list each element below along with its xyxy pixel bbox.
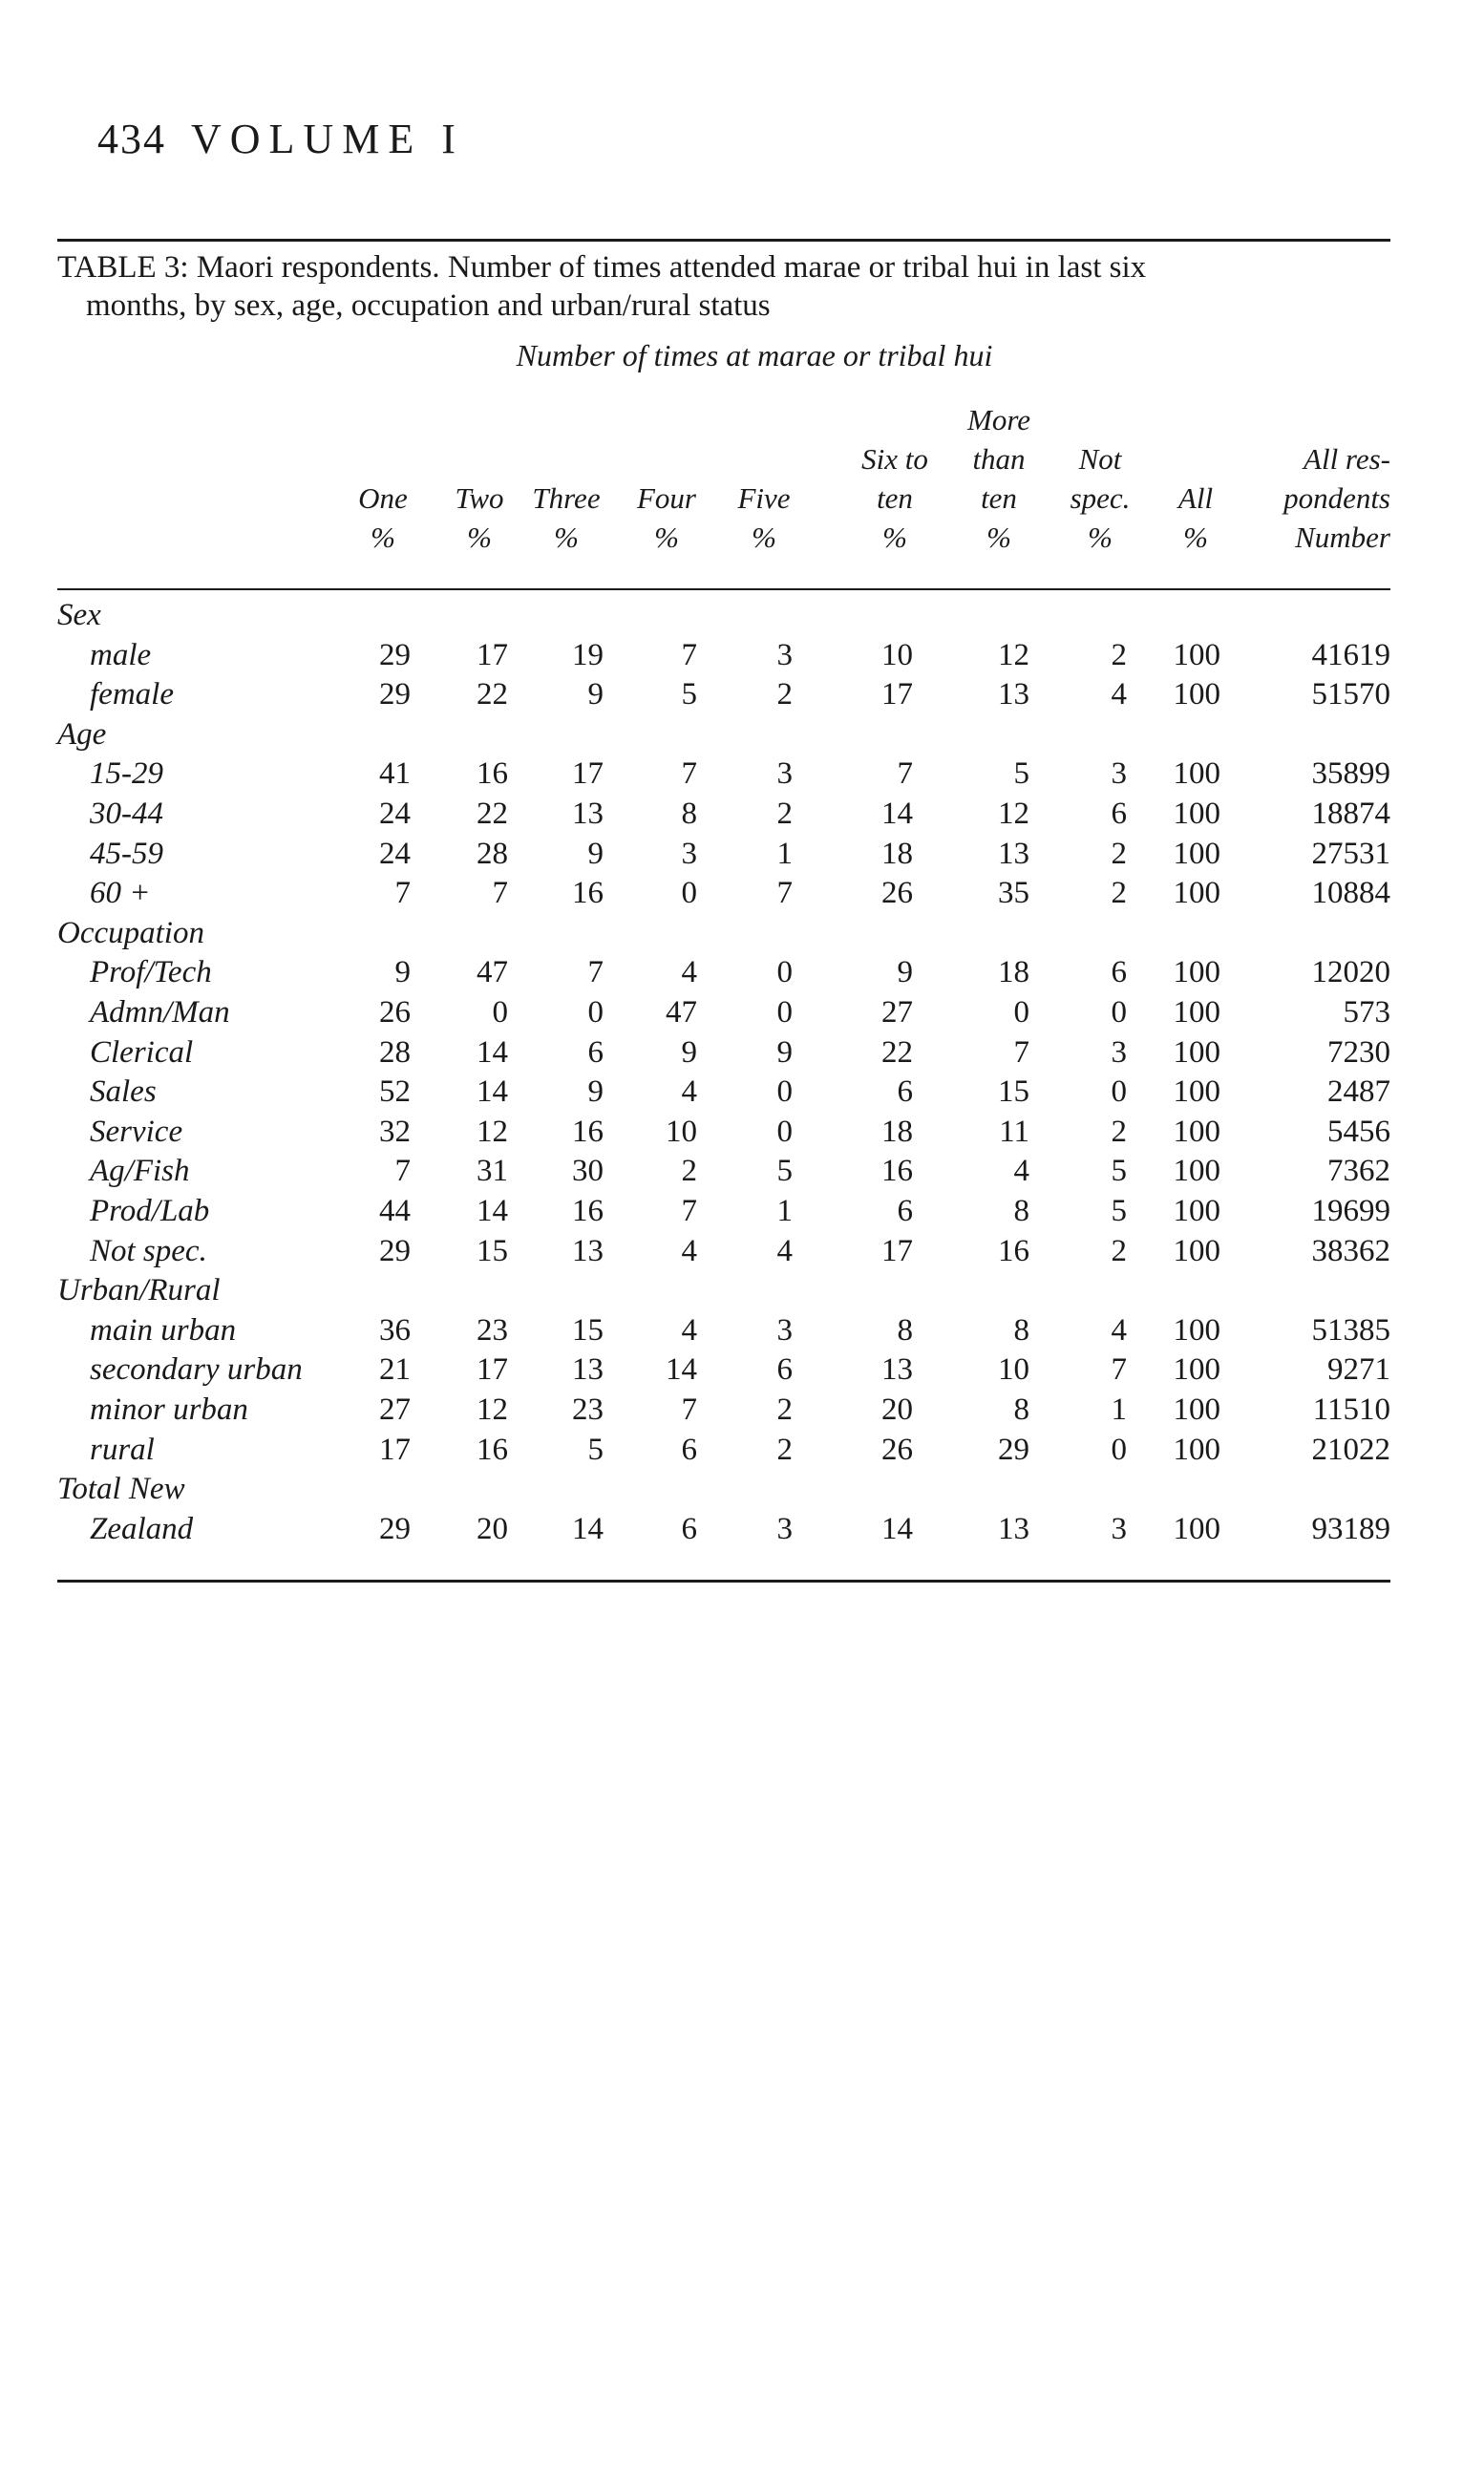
caption-line-1: TABLE 3: Maori respondents. Number of times attended marae or tribal hui in last six bbox=[57, 250, 1147, 285]
table-cell: 11510 bbox=[1312, 1392, 1390, 1427]
table-cell: 18 bbox=[998, 955, 1029, 990]
table-cell: 24 bbox=[379, 836, 411, 871]
table-cell: 35 bbox=[998, 876, 1029, 911]
table-cell: 100 bbox=[1173, 836, 1220, 871]
table-cell: 6 bbox=[1111, 797, 1127, 831]
table-cell: 6 bbox=[681, 1511, 697, 1546]
table-cell: 5456 bbox=[1327, 1114, 1390, 1149]
table-cell: 1 bbox=[776, 836, 793, 871]
table-cell: 4 bbox=[1111, 677, 1127, 712]
table-cell: 17 bbox=[572, 756, 604, 792]
table-cell: 573 bbox=[1343, 995, 1390, 1030]
table-cell: 16 bbox=[477, 1432, 508, 1467]
table-cell: 0 bbox=[1111, 1074, 1127, 1110]
table-cell: 100 bbox=[1173, 1114, 1220, 1149]
table-cell: 3 bbox=[1111, 1034, 1127, 1070]
table-cell: 35899 bbox=[1311, 756, 1390, 792]
table-cell: 16 bbox=[572, 1114, 604, 1149]
row-label: Prof/Tech bbox=[90, 955, 212, 990]
table-cell: 36 bbox=[379, 1312, 411, 1348]
table-cell: 6 bbox=[587, 1034, 604, 1070]
table-cell: 2 bbox=[1111, 876, 1127, 911]
table-cell: 0 bbox=[492, 995, 508, 1030]
table-cell: 0 bbox=[1013, 995, 1029, 1030]
row-label: 60 + bbox=[90, 876, 151, 911]
row-label: Prod/Lab bbox=[90, 1194, 210, 1228]
table-cell: 47 bbox=[477, 955, 508, 990]
table-cell: 15 bbox=[572, 1312, 604, 1348]
table-cell: 9 bbox=[587, 677, 604, 712]
column-header-line: One bbox=[358, 481, 408, 515]
table-cell: 6 bbox=[681, 1432, 697, 1467]
table-cell: 17 bbox=[477, 1352, 508, 1388]
table-cell: 2 bbox=[1111, 1114, 1127, 1149]
table-cell: 14 bbox=[477, 1194, 508, 1228]
table-cell: 29 bbox=[379, 1233, 411, 1268]
table-cell: 2 bbox=[776, 797, 793, 831]
table-cell: 5 bbox=[587, 1432, 604, 1467]
column-header-line: All res- bbox=[1304, 442, 1390, 476]
column-unit: % bbox=[882, 521, 907, 554]
table-cell: 44 bbox=[379, 1194, 411, 1228]
table-cell: 6 bbox=[1111, 955, 1127, 990]
table-cell: 0 bbox=[776, 1114, 793, 1149]
table-cell: 3 bbox=[776, 637, 793, 672]
row-label: 45-59 bbox=[90, 836, 163, 871]
table-cell: 7 bbox=[681, 637, 697, 672]
table-cell: 19 bbox=[572, 637, 604, 672]
table-cell: 100 bbox=[1173, 1194, 1220, 1228]
table-cell: 10 bbox=[998, 1352, 1029, 1388]
row-label: 15-29 bbox=[90, 756, 163, 792]
table-cell: 100 bbox=[1173, 637, 1220, 672]
row-label: Service bbox=[90, 1114, 183, 1149]
row-label: rural bbox=[90, 1432, 155, 1467]
table-cell: 26 bbox=[379, 995, 411, 1030]
table-cell: 16 bbox=[572, 876, 604, 911]
table-cell: 27531 bbox=[1311, 836, 1390, 871]
column-unit: % bbox=[554, 521, 579, 554]
table-cell: 0 bbox=[1111, 995, 1127, 1030]
table-cell: 38362 bbox=[1311, 1233, 1390, 1268]
row-label: Not spec. bbox=[90, 1233, 207, 1268]
table-cell: 2 bbox=[776, 1432, 793, 1467]
table-cell: 29 bbox=[379, 637, 411, 672]
table-cell: 8 bbox=[1013, 1392, 1029, 1427]
table-cell: 47 bbox=[666, 995, 697, 1030]
column-header-line: Six to bbox=[861, 442, 928, 476]
table-cell: 30 bbox=[572, 1154, 604, 1189]
row-label: secondary urban bbox=[90, 1352, 303, 1388]
table-cell: 41619 bbox=[1311, 637, 1390, 672]
column-spanner-heading: Number of times at marae or tribal hui bbox=[516, 338, 993, 372]
table-cell: 2487 bbox=[1327, 1074, 1390, 1110]
table-cell: 12 bbox=[477, 1114, 508, 1149]
table-cell: 100 bbox=[1173, 1392, 1220, 1427]
table-cell: 13 bbox=[881, 1352, 913, 1388]
table-cell: 12 bbox=[998, 637, 1029, 672]
table-cell: 2 bbox=[1111, 637, 1127, 672]
table-cell: 14 bbox=[477, 1034, 508, 1070]
table-cell: 0 bbox=[1111, 1432, 1127, 1467]
row-label: Zealand bbox=[90, 1511, 194, 1546]
table-cell: 51385 bbox=[1311, 1312, 1390, 1348]
table-cell: 3 bbox=[776, 1312, 793, 1348]
page-number: 434 bbox=[97, 116, 166, 162]
row-group-label: Occupation bbox=[57, 915, 204, 950]
table-cell: 3 bbox=[1111, 1511, 1127, 1546]
table-cell: 22 bbox=[477, 797, 508, 831]
table-cell: 14 bbox=[881, 797, 913, 831]
table-cell: 100 bbox=[1173, 1154, 1220, 1189]
table-cell: 7 bbox=[681, 1194, 697, 1228]
table-top-rule bbox=[57, 239, 1390, 242]
table-cell: 100 bbox=[1173, 1074, 1220, 1110]
table-cell: 9271 bbox=[1327, 1352, 1390, 1388]
table-cell: 24 bbox=[379, 797, 411, 831]
table-cell: 0 bbox=[776, 995, 793, 1030]
table-cell: 8 bbox=[1013, 1312, 1029, 1348]
table-cell: 9 bbox=[776, 1034, 793, 1070]
table-cell: 12 bbox=[477, 1392, 508, 1427]
table-cell: 7 bbox=[776, 876, 793, 911]
table-cell: 27 bbox=[379, 1392, 411, 1427]
table-cell: 7 bbox=[681, 1392, 697, 1427]
table-cell: 26 bbox=[881, 876, 913, 911]
table-cell: 8 bbox=[897, 1312, 913, 1348]
table-cell: 17 bbox=[881, 677, 913, 712]
table-cell: 18 bbox=[881, 836, 913, 871]
table-cell: 0 bbox=[776, 955, 793, 990]
table-cell: 51570 bbox=[1311, 677, 1390, 712]
table-cell: 7230 bbox=[1327, 1034, 1390, 1070]
table-cell: 14 bbox=[477, 1074, 508, 1110]
table-cell: 32 bbox=[379, 1114, 411, 1149]
header-rule bbox=[57, 588, 1390, 590]
table-cell: 4 bbox=[1013, 1154, 1029, 1189]
table-cell: 26 bbox=[881, 1432, 913, 1467]
table-cell: 100 bbox=[1173, 1312, 1220, 1348]
table-cell: 23 bbox=[572, 1392, 604, 1427]
table-cell: 21 bbox=[379, 1352, 411, 1388]
table-cell: 100 bbox=[1173, 1352, 1220, 1388]
table-cell: 7 bbox=[897, 756, 913, 792]
table-cell: 17 bbox=[379, 1432, 411, 1467]
table-cell: 100 bbox=[1173, 955, 1220, 990]
table-cell: 12020 bbox=[1311, 955, 1390, 990]
table-cell: 5 bbox=[776, 1154, 793, 1189]
row-label: Clerical bbox=[90, 1034, 194, 1070]
table-cell: 100 bbox=[1173, 1034, 1220, 1070]
table-cell: 2 bbox=[776, 677, 793, 712]
table-cell: 28 bbox=[477, 836, 508, 871]
column-header-line: spec. bbox=[1070, 481, 1131, 515]
table-cell: 9 bbox=[587, 836, 604, 871]
table-cell: 31 bbox=[477, 1154, 508, 1189]
table-cell: 4 bbox=[681, 1233, 697, 1268]
table-cell: 41 bbox=[379, 756, 411, 792]
table-cell: 0 bbox=[681, 876, 697, 911]
table-cell: 100 bbox=[1173, 1432, 1220, 1467]
table-cell: 6 bbox=[897, 1194, 913, 1228]
column-unit: % bbox=[467, 521, 492, 554]
table-cell: 5 bbox=[1111, 1154, 1127, 1189]
table-cell: 10884 bbox=[1311, 876, 1390, 911]
table-cell: 6 bbox=[776, 1352, 793, 1388]
table-cell: 13 bbox=[572, 1233, 604, 1268]
table-cell: 7 bbox=[1111, 1352, 1127, 1388]
column-header-line: Not bbox=[1078, 442, 1122, 476]
table-cell: 13 bbox=[998, 677, 1029, 712]
table-cell: 18874 bbox=[1311, 797, 1390, 831]
table-cell: 1 bbox=[776, 1194, 793, 1228]
table-cell: 29 bbox=[379, 1511, 411, 1546]
table-cell: 93189 bbox=[1311, 1511, 1390, 1546]
table-cell: 29 bbox=[379, 677, 411, 712]
table-cell: 5 bbox=[1111, 1194, 1127, 1228]
table-cell: 4 bbox=[1111, 1312, 1127, 1348]
table-cell: 14 bbox=[881, 1511, 913, 1546]
table-cell: 4 bbox=[776, 1233, 793, 1268]
column-header-line: pondents bbox=[1283, 481, 1390, 515]
column-unit: % bbox=[1088, 521, 1113, 554]
row-group-label: Age bbox=[57, 716, 107, 752]
table-cell: 16 bbox=[477, 756, 508, 792]
column-unit: % bbox=[1183, 521, 1208, 554]
column-unit: % bbox=[752, 521, 776, 554]
column-header-line: than bbox=[972, 442, 1026, 476]
table-cell: 3 bbox=[776, 756, 793, 792]
volume-title: VOLUME I bbox=[191, 116, 464, 162]
column-unit: Number bbox=[1295, 521, 1390, 554]
column-header-line: More bbox=[967, 403, 1030, 436]
table-cell: 5 bbox=[1013, 756, 1029, 792]
table-cell: 11 bbox=[999, 1114, 1029, 1149]
table-cell: 10 bbox=[666, 1114, 697, 1149]
table-cell: 2 bbox=[681, 1154, 697, 1189]
table-cell: 4 bbox=[681, 955, 697, 990]
row-label: Ag/Fish bbox=[90, 1154, 190, 1189]
table-bottom-rule bbox=[57, 1580, 1390, 1583]
table-cell: 100 bbox=[1173, 1511, 1220, 1546]
table-cell: 17 bbox=[477, 637, 508, 672]
table-cell: 6 bbox=[897, 1074, 913, 1110]
table-cell: 2 bbox=[1111, 836, 1127, 871]
table-cell: 13 bbox=[572, 1352, 604, 1388]
table-cell: 100 bbox=[1173, 995, 1220, 1030]
row-group-label: Urban/Rural bbox=[57, 1273, 221, 1308]
table-cell: 15 bbox=[477, 1233, 508, 1268]
table-cell: 100 bbox=[1173, 1233, 1220, 1268]
column-header-line: ten bbox=[981, 481, 1017, 515]
row-label: 30-44 bbox=[90, 797, 163, 831]
table-cell: 52 bbox=[379, 1074, 411, 1110]
column-header-line: Five bbox=[737, 481, 791, 515]
table-cell: 4 bbox=[681, 1074, 697, 1110]
table-cell: 3 bbox=[776, 1511, 793, 1546]
table-cell: 13 bbox=[998, 836, 1029, 871]
row-label: minor urban bbox=[90, 1392, 248, 1427]
table-cell: 22 bbox=[881, 1034, 913, 1070]
table-cell: 15 bbox=[998, 1074, 1029, 1110]
table-cell: 23 bbox=[477, 1312, 508, 1348]
table-cell: 14 bbox=[666, 1352, 697, 1388]
table-cell: 16 bbox=[998, 1233, 1029, 1268]
row-group-label: Total New bbox=[57, 1472, 185, 1507]
column-unit: % bbox=[654, 521, 679, 554]
table-cell: 27 bbox=[881, 995, 913, 1030]
table-cell: 8 bbox=[681, 797, 697, 831]
table-cell: 0 bbox=[776, 1074, 793, 1110]
column-unit: % bbox=[371, 521, 395, 554]
column-unit: % bbox=[986, 521, 1011, 554]
table-cell: 13 bbox=[998, 1511, 1029, 1546]
table-cell: 100 bbox=[1173, 756, 1220, 792]
table-cell: 100 bbox=[1173, 876, 1220, 911]
table-cell: 9 bbox=[897, 955, 913, 990]
table-cell: 7362 bbox=[1327, 1154, 1390, 1189]
table-cell: 5 bbox=[681, 677, 697, 712]
row-label: male bbox=[90, 637, 152, 672]
table-cell: 7 bbox=[587, 955, 604, 990]
table-cell: 3 bbox=[1111, 756, 1127, 792]
table-cell: 19699 bbox=[1311, 1194, 1390, 1228]
table-cell: 0 bbox=[587, 995, 604, 1030]
page-header bbox=[97, 115, 464, 163]
caption-line-2: months, by sex, age, occupation and urban/rural status bbox=[86, 288, 771, 323]
table-cell: 7 bbox=[394, 876, 411, 911]
table-cell: 8 bbox=[1013, 1194, 1029, 1228]
table-cell: 16 bbox=[881, 1154, 913, 1189]
row-label: Sales bbox=[90, 1074, 157, 1110]
table-cell: 17 bbox=[881, 1233, 913, 1268]
table-cell: 9 bbox=[587, 1074, 604, 1110]
table-cell: 29 bbox=[998, 1432, 1029, 1467]
table-cell: 9 bbox=[681, 1034, 697, 1070]
row-group-label: Sex bbox=[57, 598, 101, 632]
table-cell: 9 bbox=[394, 955, 411, 990]
row-label: Admn/Man bbox=[90, 995, 230, 1030]
table-cell: 20 bbox=[477, 1511, 508, 1546]
table-cell: 13 bbox=[572, 797, 604, 831]
table-cell: 12 bbox=[998, 797, 1029, 831]
table-cell: 7 bbox=[681, 756, 697, 792]
table-cell: 3 bbox=[681, 836, 697, 871]
table-cell: 28 bbox=[379, 1034, 411, 1070]
table-cell: 16 bbox=[572, 1194, 604, 1228]
table-cell: 7 bbox=[394, 1154, 411, 1189]
table-cell: 7 bbox=[1013, 1034, 1029, 1070]
table-cell: 7 bbox=[492, 876, 508, 911]
table-cell: 22 bbox=[477, 677, 508, 712]
table-cell: 18 bbox=[881, 1114, 913, 1149]
column-header-line: Two bbox=[455, 481, 504, 515]
row-label: female bbox=[90, 677, 174, 712]
column-header-line: All bbox=[1177, 481, 1214, 515]
table-cell: 1 bbox=[1111, 1392, 1127, 1427]
column-header-line: ten bbox=[877, 481, 913, 515]
table-cell: 100 bbox=[1173, 797, 1220, 831]
table-cell: 4 bbox=[681, 1312, 697, 1348]
column-header-line: Four bbox=[637, 481, 696, 515]
row-label: main urban bbox=[90, 1312, 237, 1348]
table-cell: 2 bbox=[1111, 1233, 1127, 1268]
table-cell: 21022 bbox=[1311, 1432, 1390, 1467]
table-cell: 14 bbox=[572, 1511, 604, 1546]
column-header-line: Three bbox=[532, 481, 601, 515]
table-cell: 2 bbox=[776, 1392, 793, 1427]
table-cell: 10 bbox=[881, 637, 913, 672]
table-caption bbox=[57, 248, 1390, 325]
table-cell: 100 bbox=[1173, 677, 1220, 712]
table-cell: 20 bbox=[881, 1392, 913, 1427]
